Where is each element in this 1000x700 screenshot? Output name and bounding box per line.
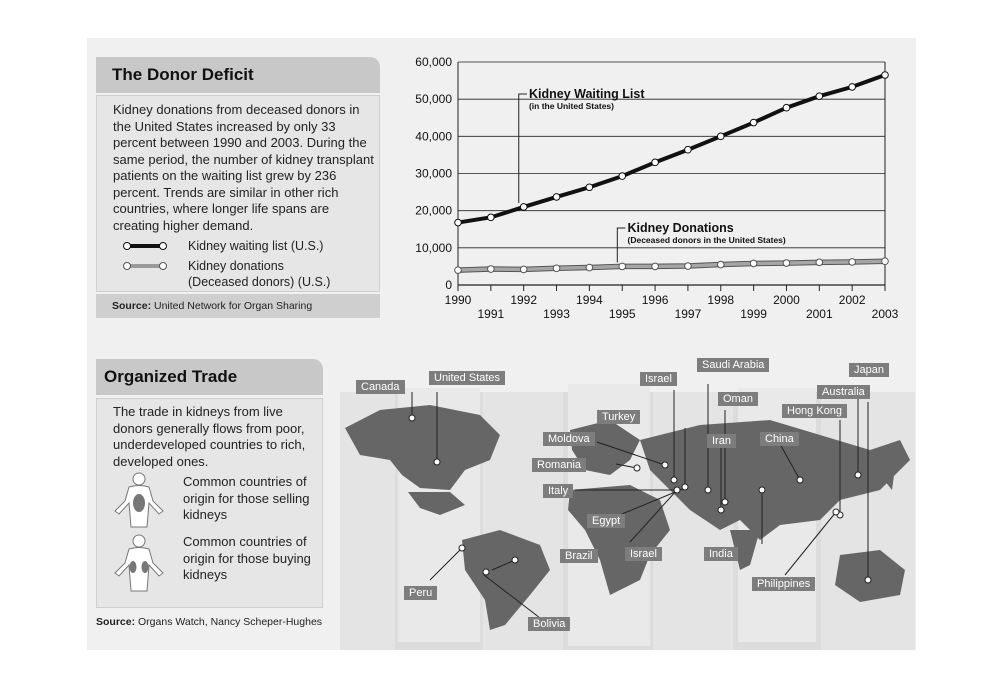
trade-source-text: Organs Watch, Nancy Scheper-Hughes <box>135 616 323 628</box>
data-point <box>882 258 889 265</box>
y-tick-label: 40,000 <box>415 129 452 144</box>
map-label-israel-bottom: Israel <box>625 547 662 561</box>
series-label-waiting: Kidney Waiting List <box>528 87 645 101</box>
donor-deficit-title: The Donor Deficit <box>96 57 380 93</box>
x-tick-label: 1993 <box>543 307 570 321</box>
x-tick-label: 1998 <box>707 293 735 307</box>
trade-source-label: Source: <box>96 616 136 628</box>
organized-trade-title: Organized Trade <box>96 359 323 395</box>
x-tick-label: 1994 <box>576 293 603 307</box>
organized-trade-box <box>96 398 323 608</box>
seller-body-icon <box>109 471 169 531</box>
y-tick-label: 50,000 <box>415 92 452 107</box>
data-point <box>488 266 495 273</box>
series-label-donations: Kidney Donations <box>627 221 734 235</box>
data-point <box>586 184 593 191</box>
x-tick-label: 1990 <box>444 293 472 307</box>
y-tick-label: 10,000 <box>415 240 452 255</box>
data-point <box>783 260 790 267</box>
map-label-peru: Peru <box>404 586 437 600</box>
legend-donations-swatch <box>122 260 168 272</box>
x-tick-label: 1999 <box>740 307 767 321</box>
data-point <box>553 265 560 272</box>
y-tick-label: 20,000 <box>415 203 452 218</box>
map-label-egypt: Egypt <box>587 514 625 528</box>
data-point <box>816 93 823 100</box>
data-point <box>717 133 724 140</box>
kidney-line-chart <box>410 50 905 325</box>
annotation-leader <box>617 228 625 262</box>
map-label-italy: Italy <box>543 484 573 498</box>
x-tick-label: 1991 <box>477 307 505 321</box>
x-tick-label: 1997 <box>674 307 702 321</box>
map-label-saudi-arabia: Saudi Arabia <box>697 358 769 372</box>
map-label-iran: Iran <box>707 434 736 448</box>
map-label-oman: Oman <box>718 392 758 406</box>
series-sublabel-donations: (Deceased donors in the United States) <box>627 235 786 245</box>
donor-source <box>112 300 312 312</box>
map-label-china: China <box>760 432 799 446</box>
trade-source <box>96 616 322 628</box>
data-point <box>586 264 593 271</box>
data-point <box>652 159 659 166</box>
buyer-body-icon <box>109 533 169 595</box>
annotation-leader <box>519 94 527 203</box>
map-label-romania: Romania <box>532 458 586 472</box>
data-point <box>652 263 659 270</box>
data-point <box>619 263 626 270</box>
seller-text: Common countries of origin for those selling kidneys <box>183 474 310 522</box>
map-label-india: India <box>704 547 738 561</box>
trade-text: The trade in kidneys from live donors generally flows from poor, underdeveloped countries to rich, developed ones. <box>113 404 306 469</box>
legend-waiting-swatch <box>122 240 168 252</box>
data-point <box>717 261 724 268</box>
data-point <box>520 266 527 273</box>
data-point <box>816 259 823 266</box>
map-label-turkey: Turkey <box>597 410 640 424</box>
y-tick-label: 60,000 <box>415 55 452 69</box>
x-tick-label: 1996 <box>641 293 669 307</box>
map-label-israel-top: Israel <box>640 372 677 386</box>
x-tick-label: 2001 <box>805 307 833 321</box>
data-point <box>882 72 889 79</box>
data-point <box>849 84 856 91</box>
map-label-united-states: United States <box>429 371 505 385</box>
map-label-moldova: Moldova <box>543 432 595 446</box>
x-tick-label: 1995 <box>608 307 636 321</box>
x-tick-label: 2003 <box>871 307 899 321</box>
map-label-australia: Australia <box>817 385 870 399</box>
data-point <box>455 219 462 226</box>
data-point <box>750 260 757 267</box>
data-point <box>553 194 560 201</box>
map-label-brazil: Brazil <box>560 549 598 563</box>
map-label-hong-kong: Hong Kong <box>782 404 847 418</box>
data-point <box>520 204 527 211</box>
series-sublabel-waiting: (in the United States) <box>528 101 614 111</box>
data-point <box>685 263 692 270</box>
legend-donations-label: Kidney donations (Deceased donors) (U.S.) <box>188 259 331 289</box>
data-point <box>619 173 626 180</box>
x-tick-label: 2002 <box>838 293 866 307</box>
data-point <box>849 259 856 266</box>
donor-source-label: Source: <box>112 300 152 312</box>
data-point <box>783 104 790 111</box>
map-label-philippines: Philippines <box>752 577 815 591</box>
donor-source-text: United Network for Organ Sharing <box>151 300 313 312</box>
map-label-canada: Canada <box>356 380 405 394</box>
legend-waiting-label: Kidney waiting list (U.S.) <box>188 239 324 253</box>
data-point <box>750 119 757 126</box>
map-label-japan: Japan <box>849 363 889 377</box>
buyer-text: Common countries of origin for those buying kidneys <box>183 534 311 582</box>
x-tick-label: 1992 <box>510 293 538 307</box>
x-tick-label: 2000 <box>773 293 800 307</box>
data-point <box>685 146 692 153</box>
data-point <box>455 267 462 274</box>
y-tick-label: 30,000 <box>415 166 452 181</box>
map-label-bolivia: Bolivia <box>528 617 570 631</box>
y-tick-label: 0 <box>445 278 452 292</box>
donor-deficit-text: Kidney donations from deceased donors in the United States increased by only 33 percent between 1990 and 2003. During the same period, the number of kidney transplant patients on the waiting list grew by 236 percent. Trends are similar in other rich countries, where longer life spans are creating higher demand. <box>113 102 374 233</box>
data-point <box>488 214 495 221</box>
